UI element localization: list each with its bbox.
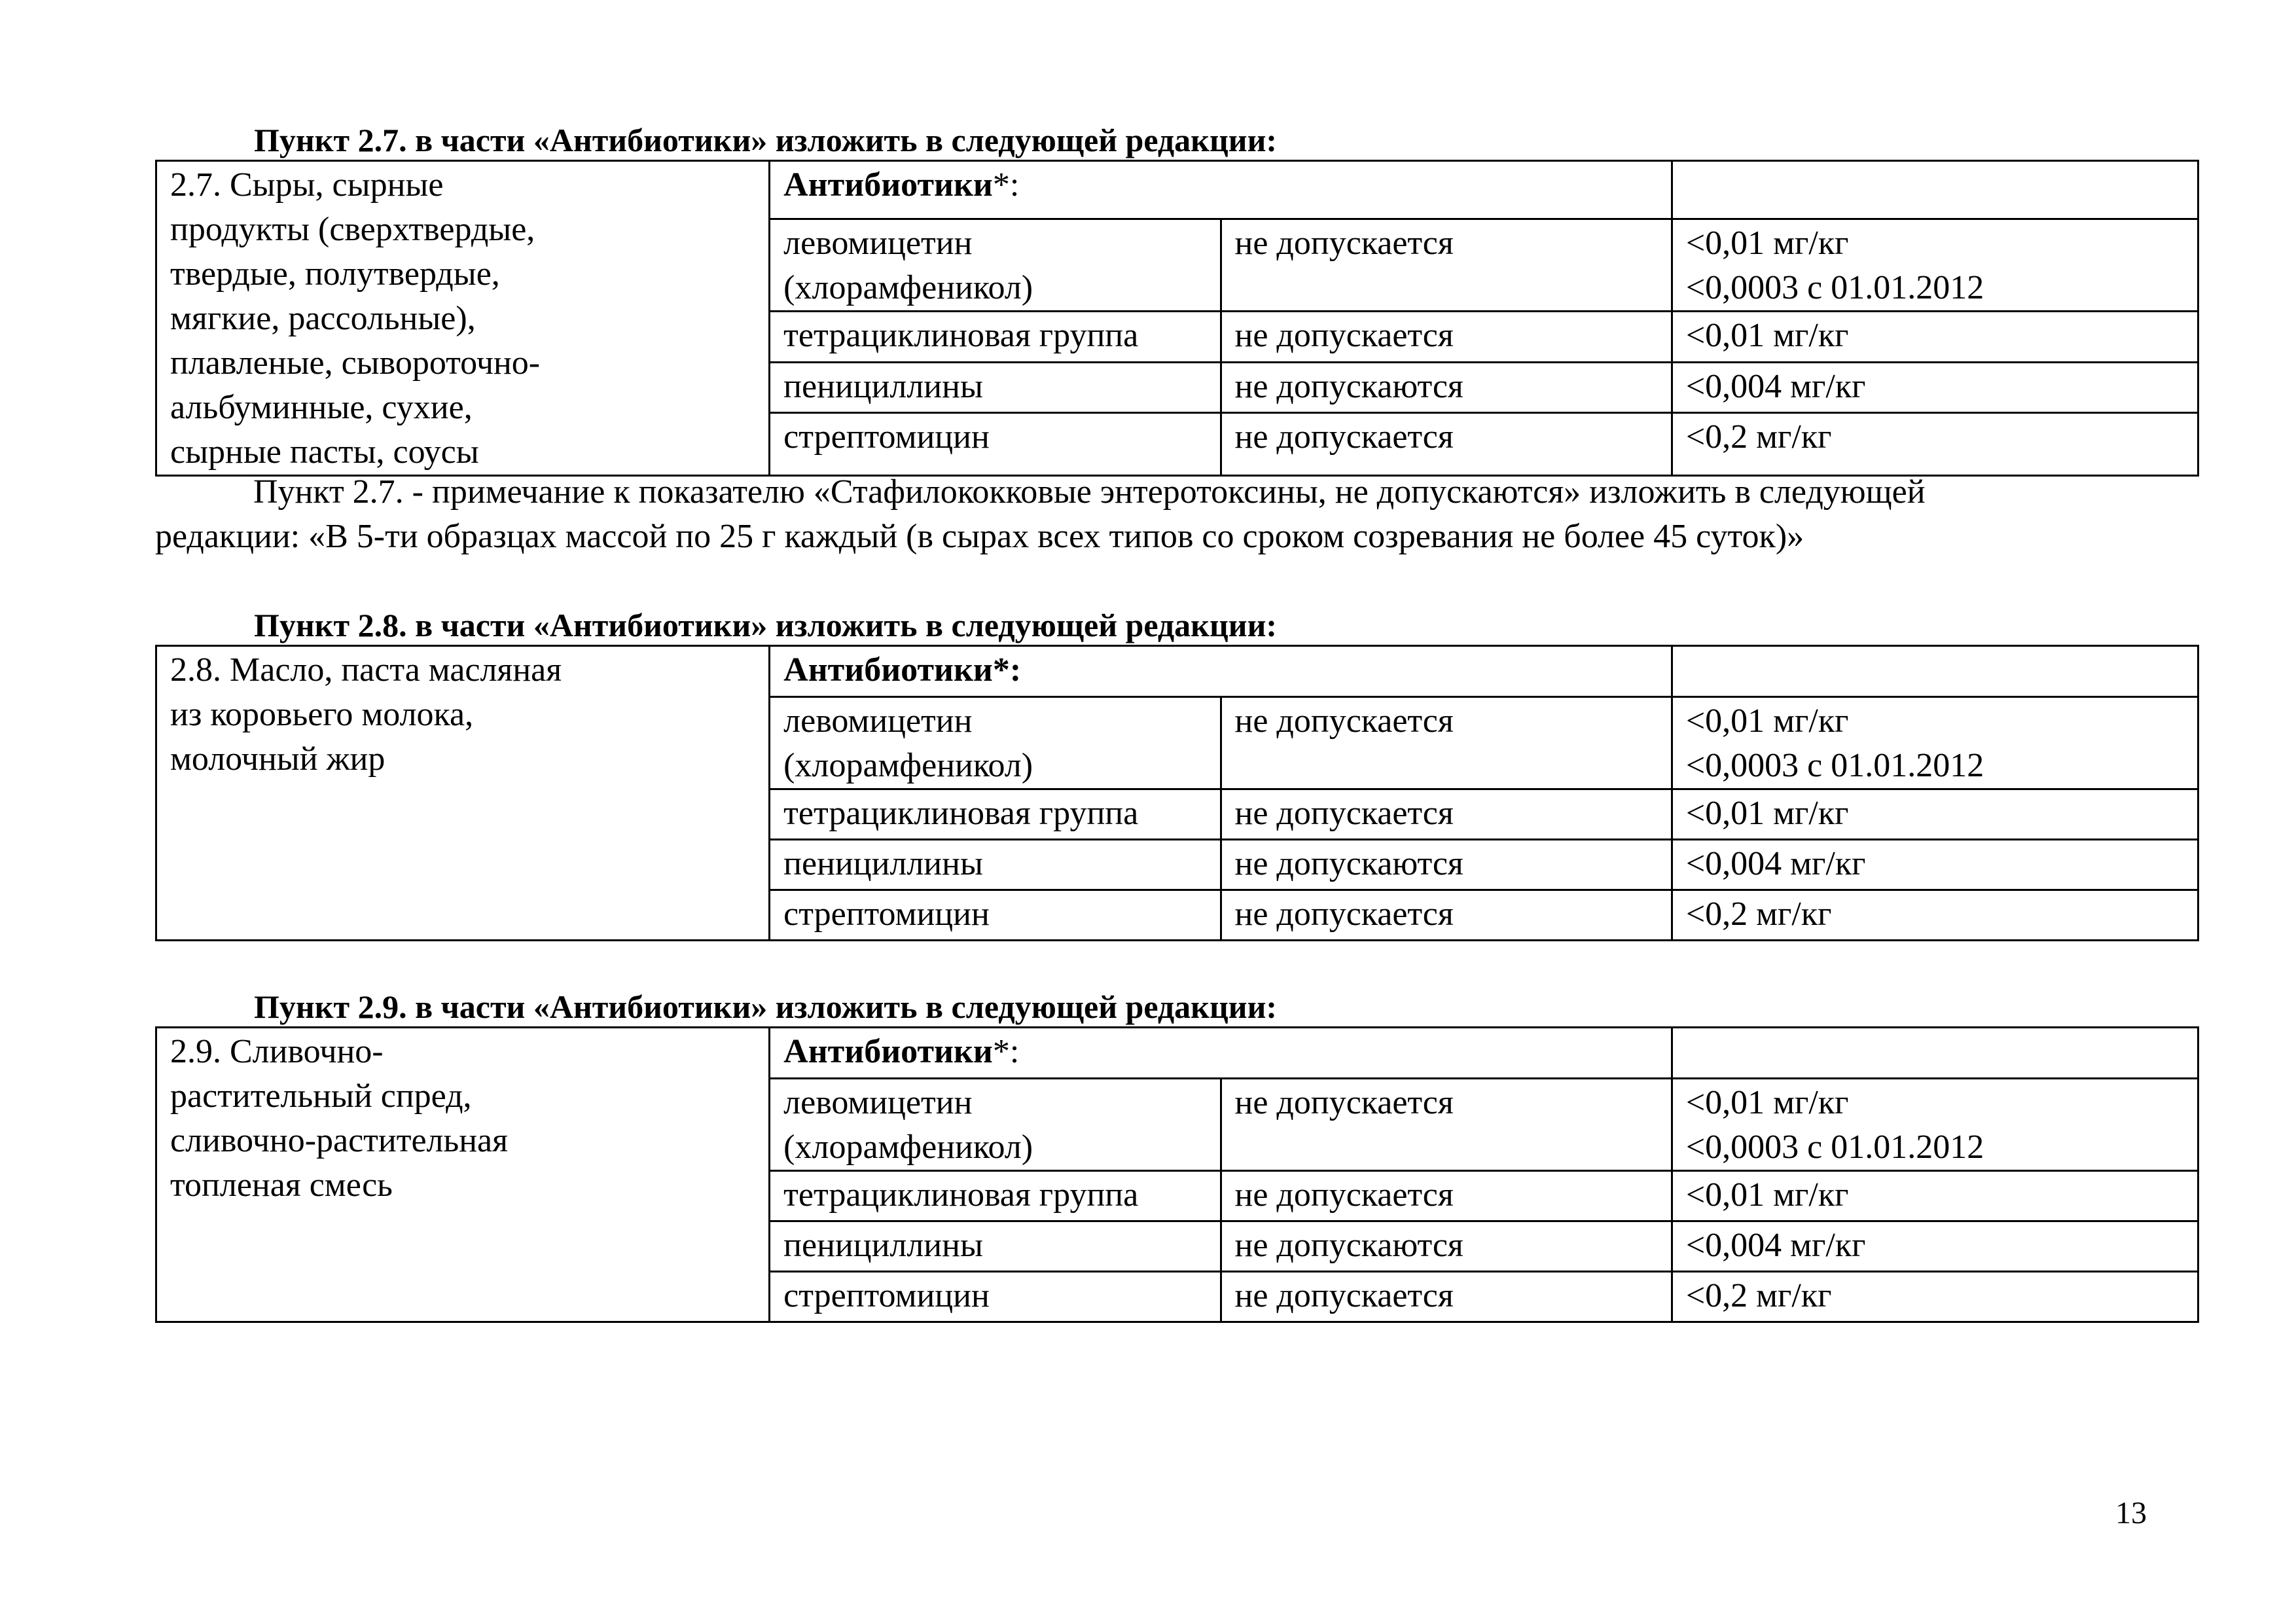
page-number: 13 (2115, 1496, 2147, 1530)
group-header: Антибиотики*: (770, 646, 1672, 697)
antibiotic-limit: <0,2 мг/кг (1672, 1272, 2198, 1322)
antibiotic-limit: <0,2 мг/кг (1672, 890, 2198, 941)
note-line: Пункт 2.7. - примечание к показателю «Стафилококковые энтеротоксины, не допускаются» изложить в следующей (253, 473, 1926, 511)
antibiotic-status: не допускаются (1221, 840, 1672, 890)
antibiotic-limit: <0,01 мг/кг (1672, 1171, 2198, 1221)
section-2-9-table (155, 1026, 2199, 1323)
antibiotic-name: стрептомицин (770, 890, 1221, 941)
product-line: 2.9. Сливочно- (170, 1033, 384, 1070)
group-header: Антибиотики*: (770, 161, 1672, 219)
antibiotic-status: не допускаются (1221, 1221, 1672, 1272)
product-line: плавленые, сывороточно- (170, 344, 541, 382)
section-2-8-heading: Пункт 2.8. в части «Антибиотики» изложить в следующей редакции: (254, 607, 1278, 643)
product-line: 2.8. Масло, паста масляная (170, 651, 562, 689)
antibiotic-name: пенициллины (770, 1221, 1221, 1272)
product-line: из коровьего молока, (170, 696, 474, 733)
product-cell (156, 1028, 770, 1322)
group-header-empty (1672, 646, 2198, 697)
antibiotic-name: левомицетин (хлорамфеникол) (770, 697, 1221, 789)
antibiotic-status: не допускаются (1221, 362, 1672, 412)
antibiotic-name: пенициллины (770, 840, 1221, 890)
antibiotic-status: не допускается (1221, 219, 1672, 312)
antibiotic-name: стрептомицин (770, 1272, 1221, 1322)
antibiotic-limit: <0,004 мг/кг (1672, 1221, 2198, 1272)
product-line: сырные пасты, соусы (170, 433, 479, 471)
section-2-7-heading: Пункт 2.7. в части «Антибиотики» изложить в следующей редакции: (254, 122, 1278, 158)
note-line: редакции: «В 5-ти образцах массой по 25 г каждый (в сырах всех типов со сроком созревания не более 45 суток)» (155, 518, 1804, 555)
antibiotic-name: левомицетин (хлорамфеникол) (770, 219, 1221, 312)
section-2-7-table (155, 160, 2199, 477)
antibiotic-status: не допускается (1221, 312, 1672, 362)
product-line: сливочно-растительная (170, 1122, 509, 1159)
antibiotic-limit: <0,004 мг/кг (1672, 840, 2198, 890)
product-line: 2.7. Сыры, сырные (170, 166, 444, 204)
section-2-8-table (155, 645, 2199, 941)
section-2-9-heading: Пункт 2.9. в части «Антибиотики» изложить в следующей редакции: (254, 988, 1278, 1025)
antibiotic-name: стрептомицин (770, 413, 1221, 476)
product-line: продукты (сверхтвердые, (170, 211, 535, 248)
antibiotic-name: тетрациклиновая группа (770, 789, 1221, 840)
antibiotic-limit: <0,2 мг/кг (1672, 413, 2198, 476)
antibiotic-status: не допускается (1221, 890, 1672, 941)
product-line: альбуминные, сухие, (170, 389, 473, 426)
note-paragraph (155, 470, 2199, 559)
group-header-empty (1672, 161, 2198, 219)
antibiotic-name: левомицетин (хлорамфеникол) (770, 1079, 1221, 1171)
product-cell (156, 161, 770, 476)
antibiotic-limit: <0,01 мг/кг (1672, 312, 2198, 362)
product-line: растительный спред, (170, 1077, 472, 1115)
antibiotic-limit: <0,01 мг/кг <0,0003 с 01.01.2012 (1672, 219, 2198, 312)
antibiotic-status: не допускается (1221, 697, 1672, 789)
product-line: мягкие, рассольные), (170, 300, 476, 337)
antibiotic-name: пенициллины (770, 362, 1221, 412)
antibiotic-status: не допускается (1221, 1272, 1672, 1322)
product-cell (156, 646, 770, 941)
product-line: твердые, полутвердые, (170, 255, 500, 293)
antibiotic-status: не допускается (1221, 789, 1672, 840)
antibiotic-status: не допускается (1221, 413, 1672, 476)
group-header: Антибиотики*: (770, 1028, 1672, 1079)
antibiotic-name: тетрациклиновая группа (770, 1171, 1221, 1221)
antibiotic-status: не допускается (1221, 1171, 1672, 1221)
group-header-empty (1672, 1028, 2198, 1079)
antibiotic-limit: <0,01 мг/кг (1672, 789, 2198, 840)
antibiotic-name: тетрациклиновая группа (770, 312, 1221, 362)
antibiotic-limit: <0,01 мг/кг <0,0003 с 01.01.2012 (1672, 697, 2198, 789)
antibiotic-limit: <0,004 мг/кг (1672, 362, 2198, 412)
antibiotic-limit: <0,01 мг/кг <0,0003 с 01.01.2012 (1672, 1079, 2198, 1171)
product-line: молочный жир (170, 740, 386, 778)
product-line: топленая смесь (170, 1166, 393, 1204)
antibiotic-status: не допускается (1221, 1079, 1672, 1171)
